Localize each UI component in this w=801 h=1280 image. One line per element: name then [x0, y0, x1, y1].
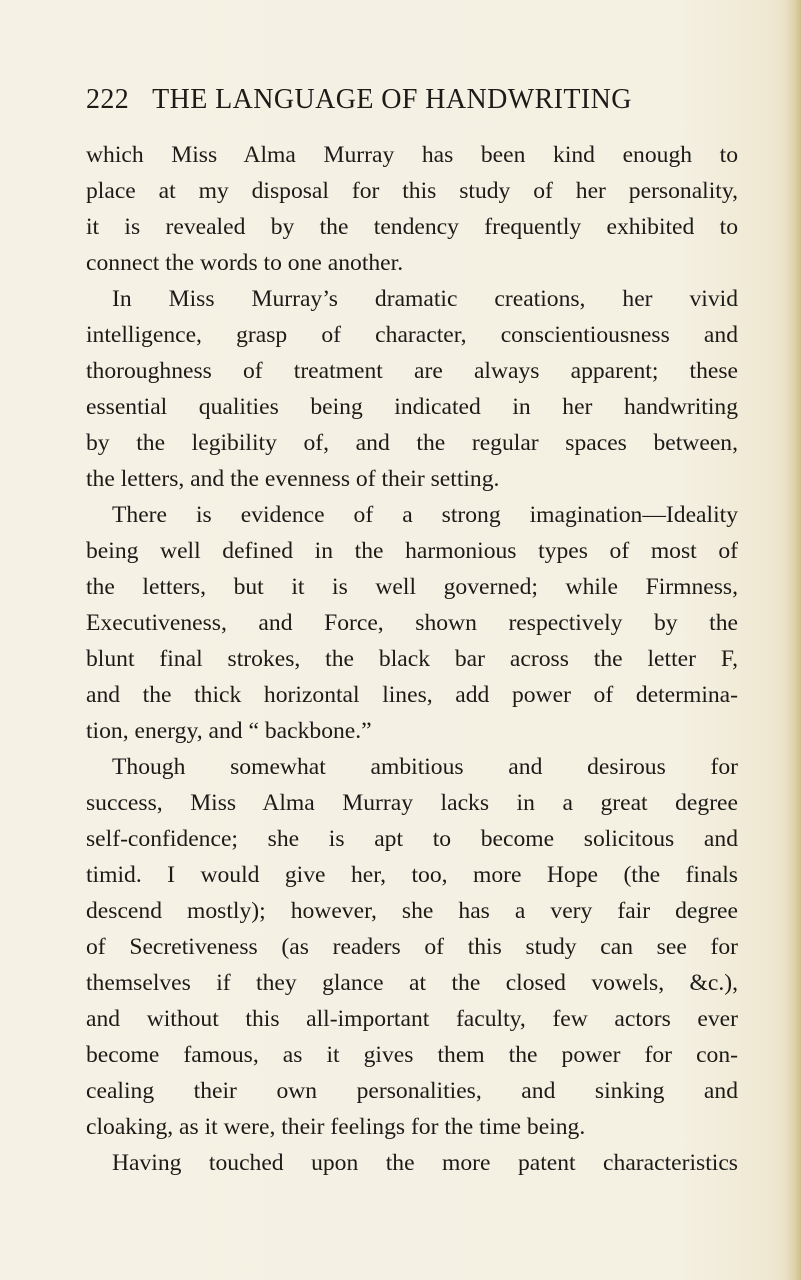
text-line: intelligence, grasp of character, conscientiousness and [86, 322, 738, 348]
text-line: cealing their own personalities, and sinking and [86, 1078, 738, 1104]
text-line: become famous, as it gives them the power for con- [86, 1042, 738, 1068]
running-title: THE LANGUAGE OF HANDWRITING [152, 84, 632, 115]
text-line: of Secretiveness (as readers of this study can see for [86, 934, 738, 960]
text-line: it is revealed by the tendency frequently exhibited to [86, 214, 738, 240]
text-line: Having touched upon the more patent characteristics [112, 1150, 738, 1176]
text-line: cloaking, as it were, their feelings for the time being. [86, 1114, 586, 1140]
text-line: blunt final strokes, the black bar across the letter F, [86, 646, 738, 672]
text-line: and without this all-important faculty, few actors ever [86, 1006, 738, 1032]
text-line: being well defined in the harmonious types of most of [86, 538, 738, 564]
page-number: 222 [86, 84, 130, 115]
text-line: and the thick horizontal lines, add power of determina- [86, 682, 738, 708]
page-edge-shadow [785, 0, 801, 1280]
text-line: descend mostly); however, she has a very fair degree [86, 898, 738, 924]
body-text [86, 137, 738, 1181]
text-line: Executiveness, and Force, shown respectively by the [86, 610, 738, 636]
text-line: which Miss Alma Murray has been kind enough to [86, 142, 738, 168]
text-line: success, Miss Alma Murray lacks in a great degree [86, 790, 738, 816]
text-line: the letters, but it is well governed; while Firmness, [86, 574, 738, 600]
text-line: Though somewhat ambitious and desirous for [112, 754, 738, 780]
text-line: the letters, and the evenness of their setting. [86, 466, 500, 492]
text-line: self-confidence; she is apt to become solicitous and [86, 826, 738, 852]
running-head [86, 84, 726, 120]
text-line: In Miss Murray’s dramatic creations, her vivid [112, 286, 738, 312]
text-line: timid. I would give her, too, more Hope (the finals [86, 862, 738, 888]
text-line: essential qualities being indicated in her handwriting [86, 394, 738, 420]
text-line: connect the words to one another. [86, 250, 404, 276]
text-line: place at my disposal for this study of her personality, [86, 178, 738, 204]
text-line: There is evidence of a strong imagination—Ideality [112, 502, 738, 528]
text-line: themselves if they glance at the closed vowels, &c.), [86, 970, 738, 996]
text-line: tion, energy, and “ backbone.” [86, 718, 372, 744]
text-line: thoroughness of treatment are always apparent; these [86, 358, 738, 384]
text-line: by the legibility of, and the regular spaces between, [86, 430, 738, 456]
